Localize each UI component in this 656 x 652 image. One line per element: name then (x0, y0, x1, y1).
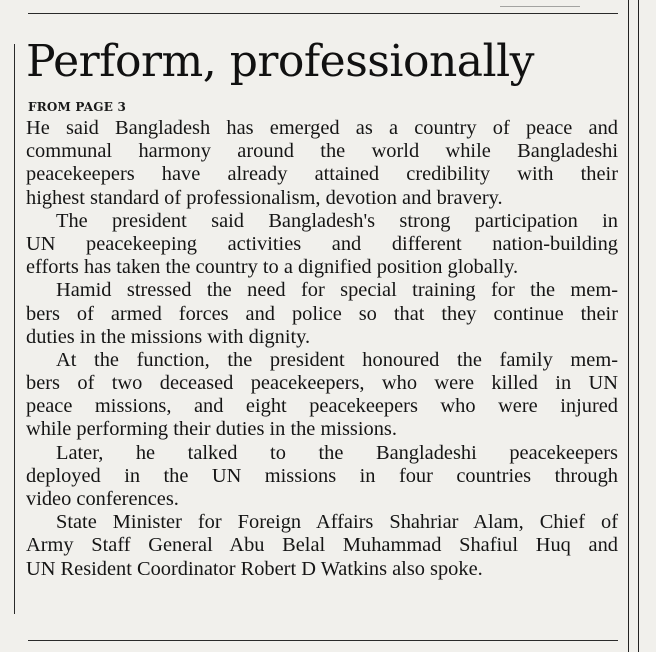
body-line: Army Staff General Abu Belal Muhammad Shafiul Huq and (26, 534, 618, 557)
body-line: efforts has taken the country to a dignified position globally. (26, 256, 519, 279)
body-line: peacekeepers have already attained credibility with their (26, 163, 618, 186)
bottom-column-rule (28, 640, 618, 641)
body-line: State Minister for Foreign Affairs Shahriar Alam, Chief of (56, 511, 618, 534)
top-column-rule (28, 13, 618, 14)
body-line: video conferences. (26, 488, 179, 510)
left-column-rule (14, 44, 15, 614)
body-line: bers of armed forces and police so that they continue their (26, 302, 618, 325)
body-line: bers of two deceased peacekeepers, who were killed in UN (26, 372, 618, 395)
top-bleed-mark (500, 0, 580, 7)
body-line: duties in the missions with dignity. (26, 325, 311, 348)
body-line: UN Resident Coordinator Robert D Watkins also spoke. (26, 557, 483, 580)
right-outer-rule (638, 0, 639, 652)
continued-from-label: FROM PAGE 3 (28, 100, 126, 114)
right-column-rule (628, 0, 629, 652)
body-line: The president said Bangladesh's strong participation in (56, 209, 618, 232)
body-line: Later, he talked to the Bangladeshi peacekeepers (56, 441, 618, 464)
body-line: peace missions, and eight peacekeepers who were injured (26, 395, 618, 418)
article-body (26, 117, 618, 581)
body-line: Hamid stressed the need for special training for the mem- (56, 279, 618, 302)
body-line: UN peacekeeping activities and different nation-building (26, 232, 618, 255)
body-line: At the function, the president honoured the family mem- (56, 348, 618, 371)
body-line: highest standard of professionalism, devotion and bravery. (26, 186, 503, 209)
body-line: while performing their duties in the missions. (26, 418, 397, 441)
body-line: deployed in the UN missions in four countries through (26, 464, 618, 487)
body-line: He said Bangladesh has emerged as a country of peace and (26, 117, 618, 139)
body-line: communal harmony around the world while Bangladeshi (26, 140, 618, 163)
article-headline: Perform, professionally (26, 36, 535, 87)
